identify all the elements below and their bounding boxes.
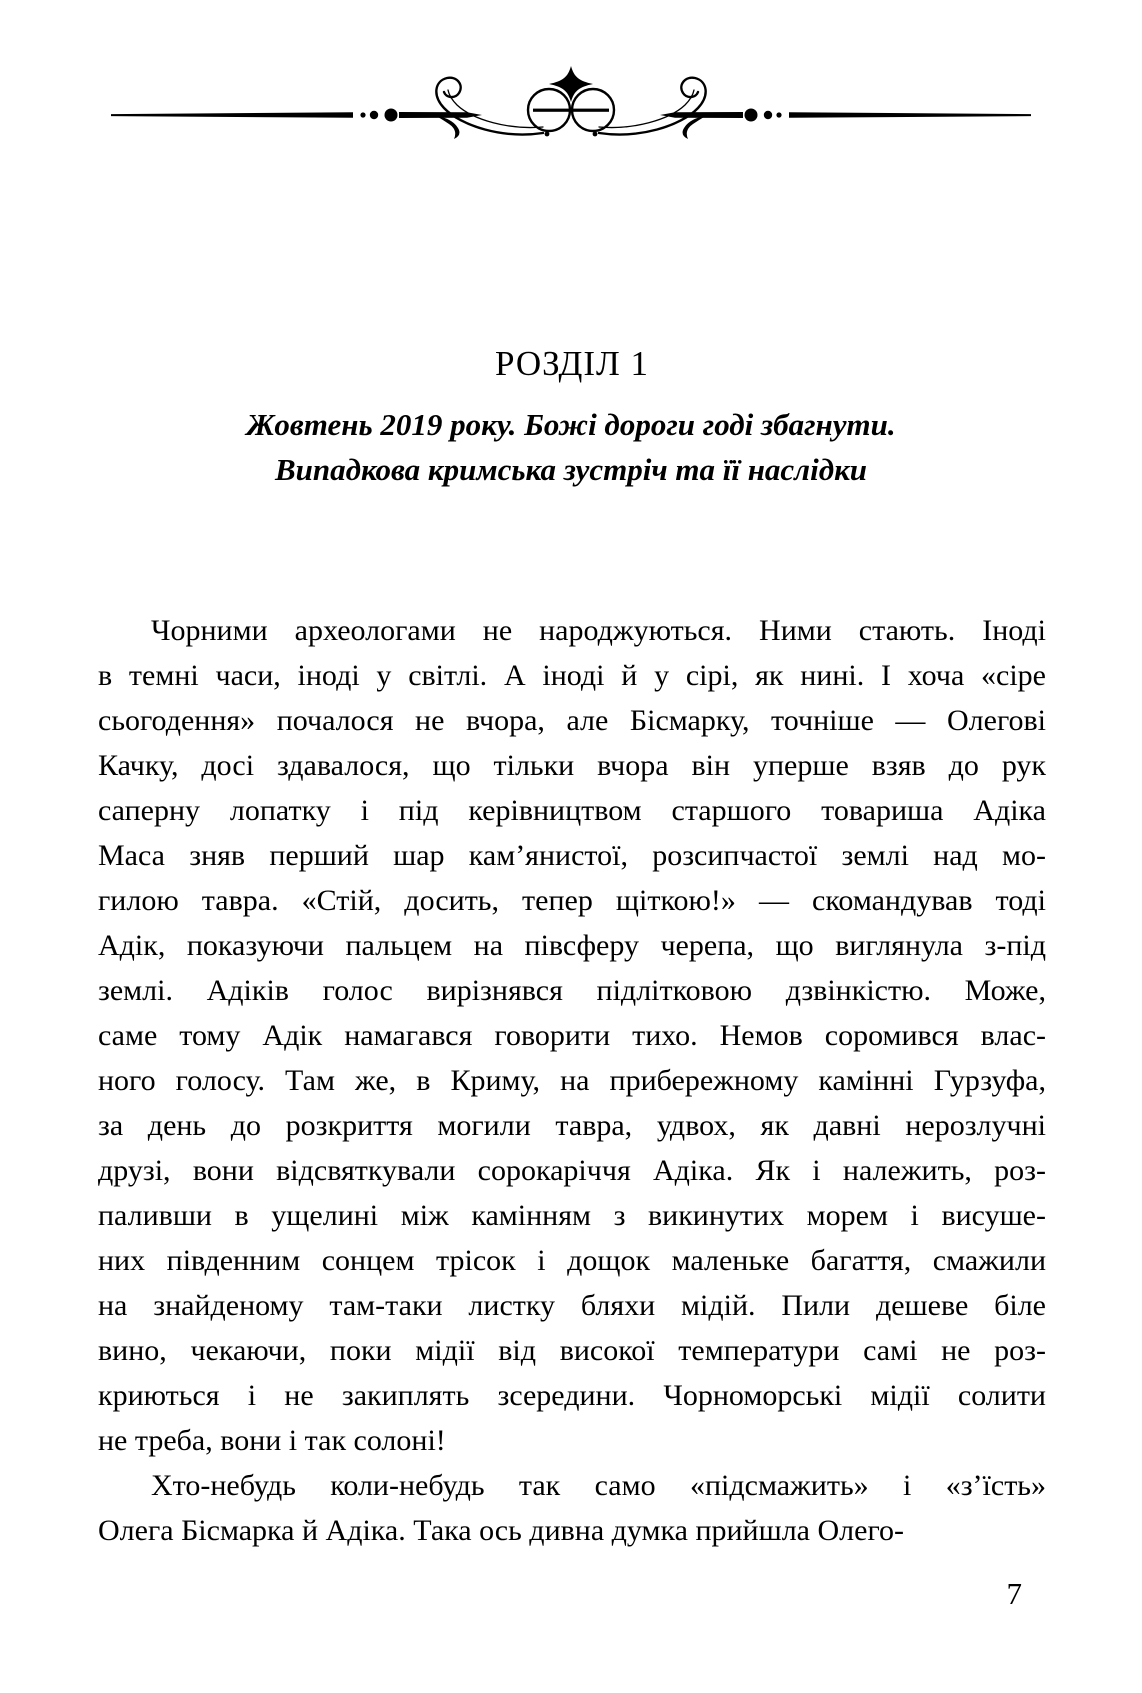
text-line: паливши в ущелині між камінням з викинутих морем і висуше-	[98, 1199, 1046, 1232]
text-line: друзі, вони відсвяткували сорокаріччя Адіка. Як і належить, роз-	[98, 1154, 1046, 1187]
text-line: Олега Бісмарка й Адіка. Така ось дивна думка прийшла Олего-	[98, 1514, 905, 1547]
text-line: гилою тавра. «Стій, досить, тепер щіткою!» — скомандував тоді	[98, 884, 1046, 917]
text-line: них південним сонцем трісок і дощок маленьке багаття, смажили	[98, 1244, 1046, 1277]
body-text	[98, 608, 1046, 1553]
text-line: Чорними археологами не народжуються. Ними стають. Іноді	[151, 614, 1046, 647]
calligraphic-divider-icon	[111, 64, 1031, 144]
text-line: ного голосу. Там же, в Криму, на прибережному камінні Гурзуфа,	[98, 1064, 1046, 1097]
text-line: не треба, вони і так солоні!	[98, 1424, 446, 1457]
chapter-title: РОЗДІЛ 1	[494, 344, 650, 383]
chapter-subtitle	[69, 402, 1073, 492]
text-line: саперну лопатку і під керівництвом старшого товариша Адіка	[98, 794, 1046, 827]
page-number: 7	[1006, 1576, 1022, 1611]
text-line: в темні часи, іноді у світлі. А іноді й у сірі, як нині. І хоча «сіре	[98, 659, 1046, 692]
text-line: криються і не закиплять зсередини. Чорноморські мідії солити	[98, 1379, 1046, 1412]
text-line: сьогодення» почалося не вчора, але Бісмарку, точніше — Олегові	[98, 704, 1046, 737]
text-line: саме тому Адік намагався говорити тихо. Немов соромився влас-	[98, 1019, 1046, 1052]
chapter-subtitle-line: Жовтень 2019 року. Божі дороги годі збагнути.	[246, 407, 896, 442]
text-line: за день до розкриття могили тавра, удвох, як давні нерозлучні	[98, 1109, 1046, 1142]
text-line: Хто-небудь коли-небудь так само «підсмажить» і «з’їсть»	[151, 1469, 1046, 1502]
text-line: землі. Адіків голос вирізнявся підлітковою дзвінкістю. Може,	[98, 974, 1046, 1007]
chapter-subtitle-line: Випадкова кримська зустріч та її наслідки	[274, 452, 868, 487]
text-line: Маса зняв перший шар кам’янистої, розсипчастої землі над мо-	[98, 839, 1046, 872]
text-line: Качку, досі здавалося, що тільки вчора він уперше взяв до рук	[98, 749, 1046, 782]
text-line: вино, чекаючи, поки мідії від високої температури самі не роз-	[98, 1334, 1046, 1367]
text-line: на знайденому там-таки листку бляхи мідій. Пили дешеве біле	[98, 1289, 1046, 1322]
text-line: Адік, показуючи пальцем на півсферу черепа, що виглянула з-під	[98, 929, 1046, 962]
